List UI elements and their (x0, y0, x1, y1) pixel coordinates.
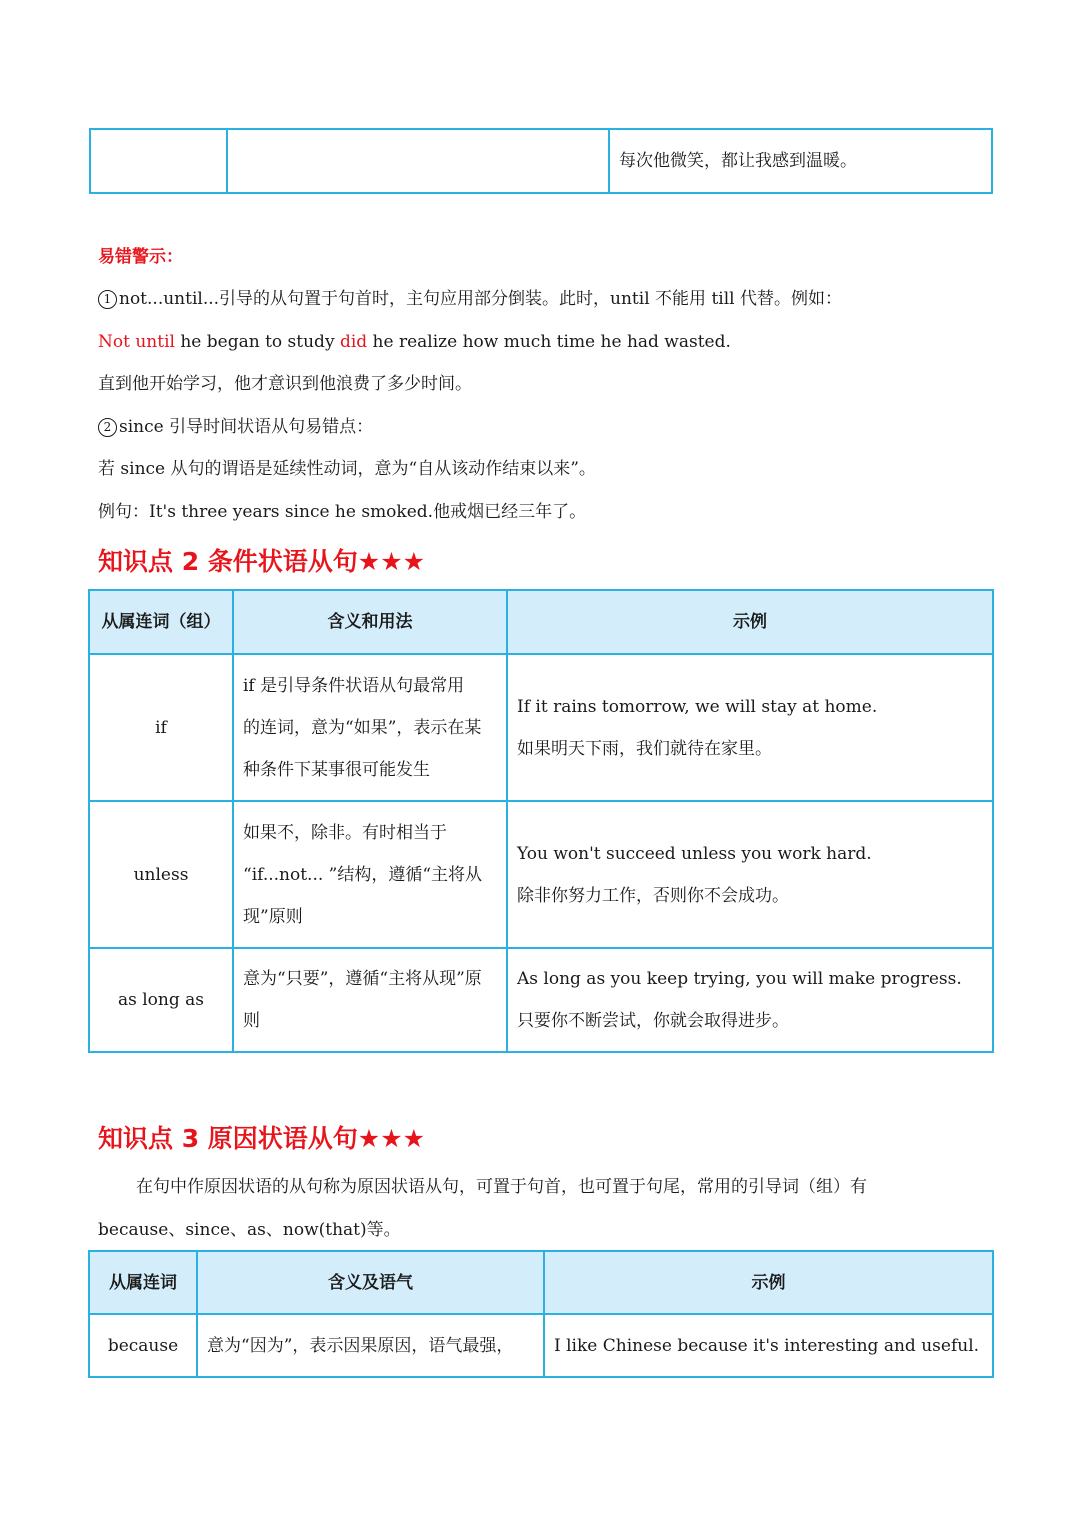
kp2-row2-conj: unless (89, 801, 233, 948)
kp2-row1-usage-line: 种条件下某事很可能发生 (243, 759, 430, 780)
warning-item-2 (98, 414, 373, 440)
warning-item-2-rule: 若 since 从句的谓语是延续性动词，意为“自从该动作结束以来”。 (98, 459, 596, 479)
kp2-header-conj: 从属连词（组） (89, 590, 233, 654)
kp2-header-example: 示例 (507, 590, 993, 654)
kp2-row2-usage-line: 如果不，除非。有时相当于 (243, 822, 447, 843)
highlight-did: did (339, 332, 368, 352)
kp2-row3-example (507, 948, 993, 1052)
kp3-header-conj: 从属连词 (89, 1251, 197, 1314)
kp3-header-example: 示例 (544, 1251, 993, 1314)
top-table-cell-3: 每次他微笑，都让我感到温暖。 (609, 129, 992, 193)
kp2-row3-usage-line: 则 (243, 1011, 260, 1031)
warning-item-2-example: 例句：It's three years since he smoked.他戒烟已经三年了。 (98, 502, 587, 522)
table-row (89, 948, 993, 1052)
kp3-intro-line-2: because、since、as、now(that)等。 (98, 1220, 401, 1240)
example-1-end: he realize how much time he had wasted. (367, 332, 731, 352)
kp2-row3-usage-line: 意为“只要”，遵循“主将从现”原 (243, 969, 482, 989)
top-table-cell-1 (90, 129, 227, 193)
kp3-intro-line-1: 在句中作原因状语的从句称为原因状语从句，可置于句首，也可置于句尾，常用的引导词（组）有 (136, 1177, 867, 1197)
table-row (89, 654, 993, 801)
warning-item-1-text: not...until...引导的从句置于句首时，主句应用部分倒装。此时，until 不能用 till 代替。例如： (119, 289, 842, 309)
kp2-row1-usage-line: 的连词，意为“如果”，表示在某 (243, 717, 482, 738)
kp2-row1-usage-line: if 是引导条件状语从句最常用 (243, 675, 465, 696)
kp2-row2-usage-line: 现”原则 (243, 906, 303, 927)
top-table-cell-2 (227, 129, 609, 193)
warning-example-1-cn: 直到他开始学习，他才意识到他浪费了多少时间。 (98, 374, 472, 394)
circled-number-2: 2 (98, 418, 117, 437)
kp2-header-usage: 含义和用法 (233, 590, 507, 654)
warning-example-1 (98, 329, 731, 355)
example-1-mid: he began to study (174, 332, 340, 352)
warning-item-1 (98, 286, 842, 312)
kp2-row1-example-en: If it rains tomorrow, we will stay at home. (517, 696, 878, 717)
kp2-row1-usage (233, 654, 507, 801)
kp2-row2-example (507, 801, 993, 948)
kp2-row2-example-en: You won't succeed unless you work hard. (517, 843, 872, 864)
kp2-row3-example-en: As long as you keep trying, you will make progress. (517, 969, 962, 989)
kp2-row2-usage-line: “if...not... ”结构，遵循“主将从 (243, 864, 483, 885)
kp2-table (88, 589, 994, 1053)
kp2-row1-conj: if (89, 654, 233, 801)
kp3-row1-conj: because (89, 1314, 197, 1377)
top-table (89, 128, 993, 194)
kp2-row3-example-cn: 只要你不断尝试，你就会取得进步。 (517, 1011, 789, 1031)
kp3-row1-usage: 意为“因为”，表示因果原因，语气最强， (197, 1314, 544, 1377)
warning-title: 易错警示： (98, 247, 183, 267)
kp2-row2-example-cn: 除非你努力工作，否则你不会成功。 (517, 885, 789, 906)
kp2-row1-example (507, 654, 993, 801)
kp3-row1-example: I like Chinese because it's interesting and useful. (544, 1314, 993, 1377)
kp2-row1-example-cn: 如果明天下雨，我们就待在家里。 (517, 738, 772, 759)
circled-number-1: 1 (98, 290, 117, 309)
kp2-title: 知识点 2 条件状语从句★★★ (98, 547, 426, 576)
kp2-row3-conj: as long as (89, 948, 233, 1052)
kp2-row3-usage (233, 948, 507, 1052)
kp2-row2-usage (233, 801, 507, 948)
kp3-table (88, 1250, 994, 1378)
kp3-title: 知识点 3 原因状语从句★★★ (98, 1124, 426, 1153)
table-row (89, 801, 993, 948)
kp3-header-usage: 含义及语气 (197, 1251, 544, 1314)
table-row (89, 1314, 993, 1377)
highlight-not-until: Not until (98, 332, 175, 352)
warning-item-2-text: since 引导时间状语从句易错点： (119, 417, 374, 437)
